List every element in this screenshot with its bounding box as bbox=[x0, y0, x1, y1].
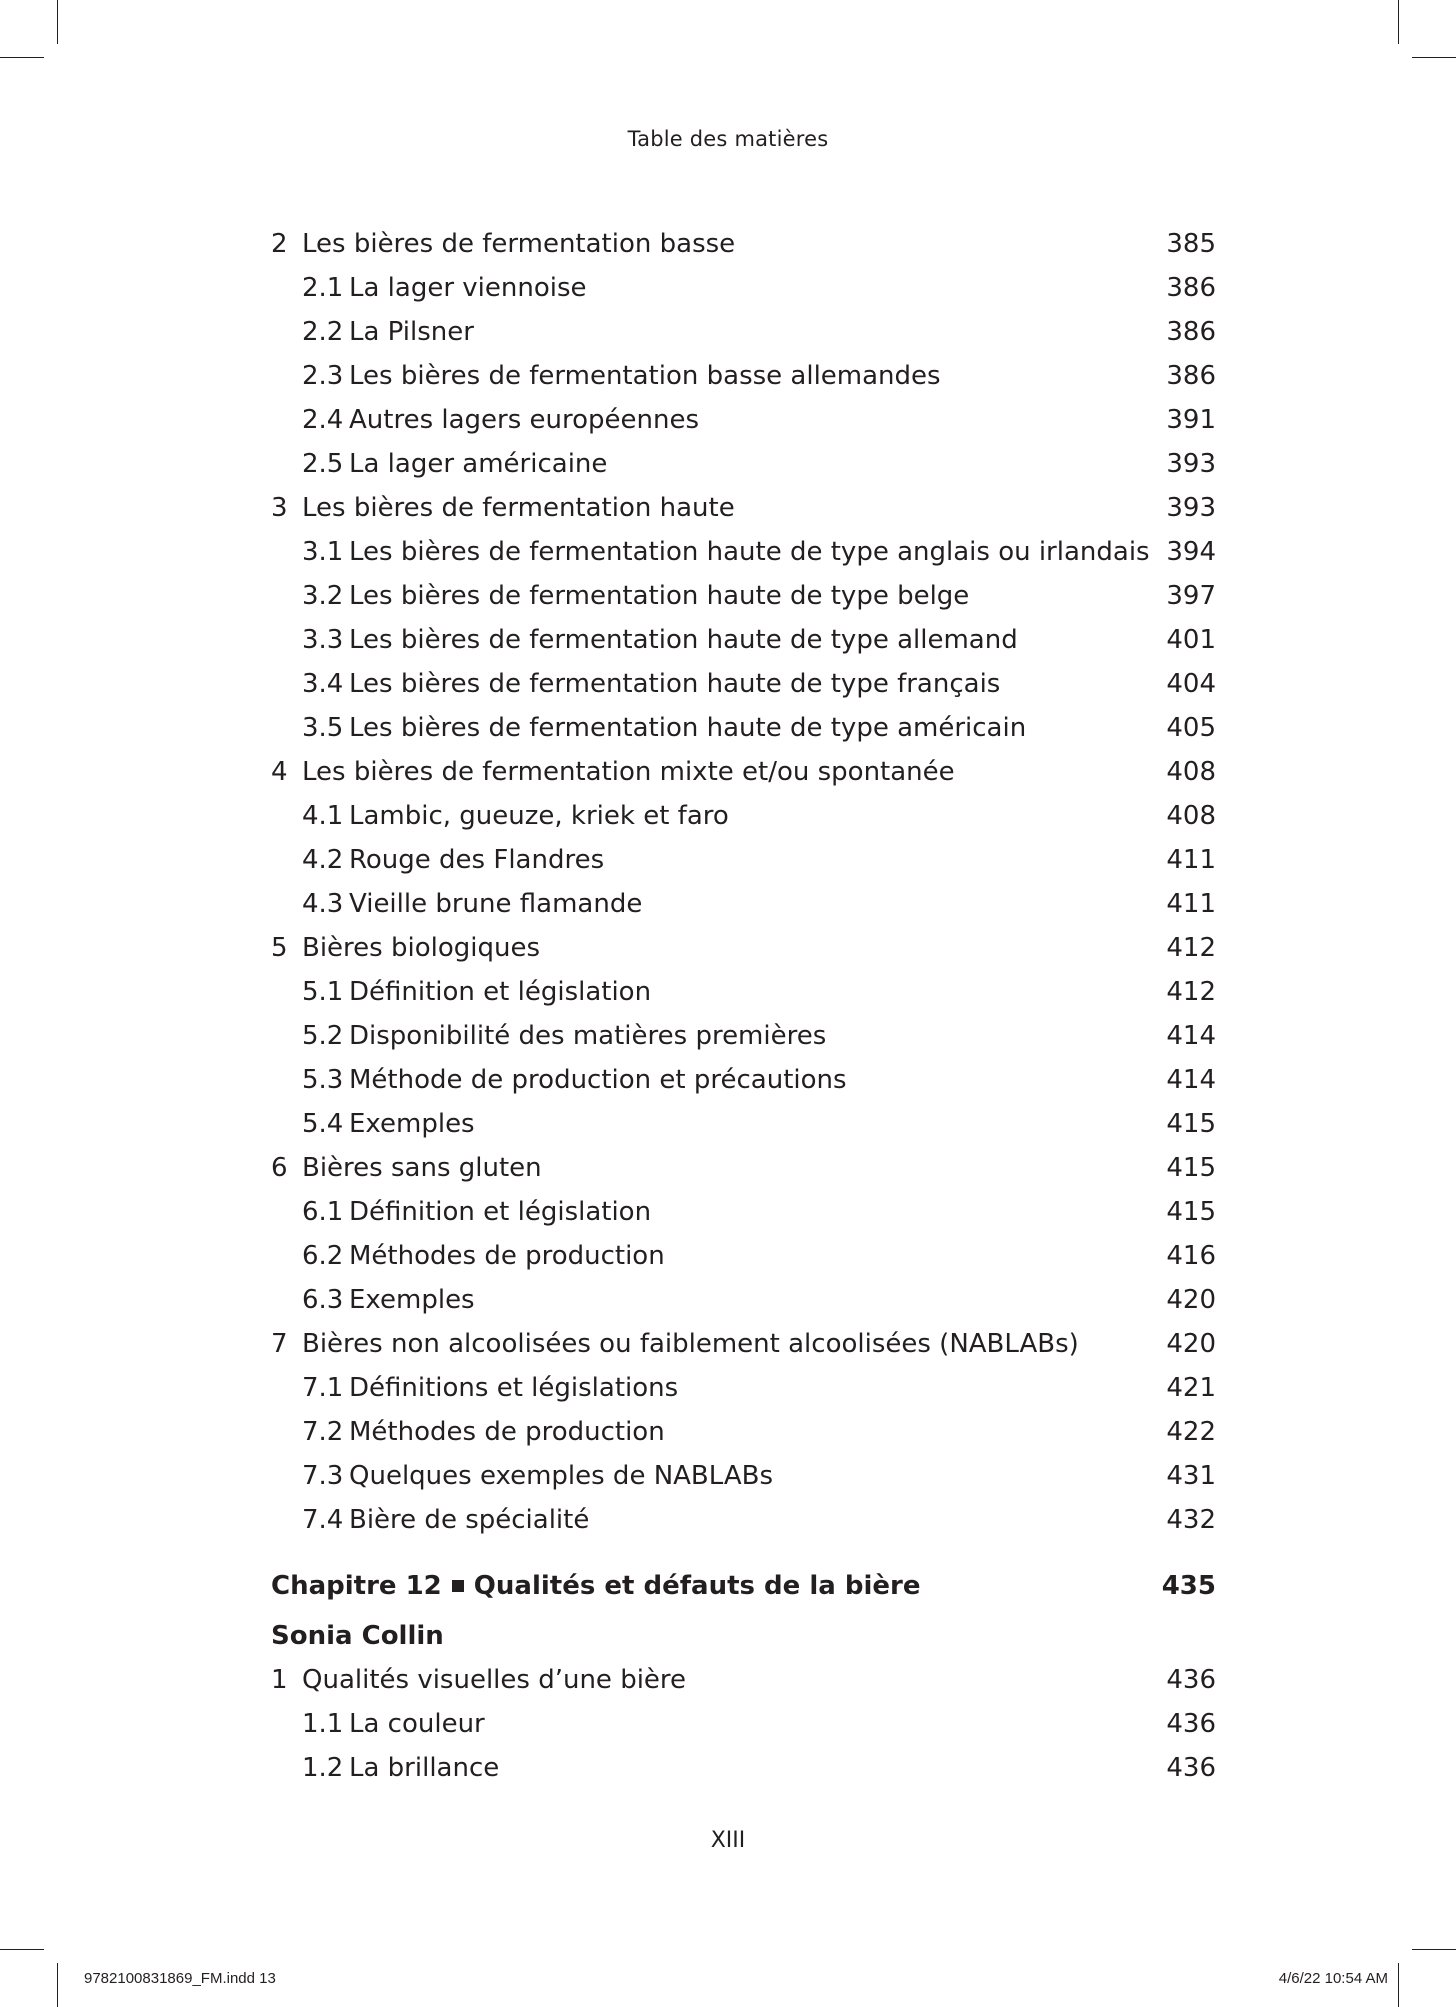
toc-entry-page: 386 bbox=[1166, 317, 1216, 347]
toc-entry-number: 6.2 bbox=[302, 1241, 344, 1271]
slug-file-name: 9782100831869_FM.indd 13 bbox=[84, 1970, 276, 1987]
toc-entry-title: La Pilsner bbox=[349, 317, 474, 347]
toc-entry-page: 404 bbox=[1166, 669, 1216, 699]
toc-entry-page: 414 bbox=[1166, 1021, 1216, 1051]
toc-entries bbox=[271, 222, 1216, 1542]
toc-subentry bbox=[271, 1366, 1216, 1410]
toc-entry-title: Méthode de production et précautions bbox=[349, 1065, 847, 1095]
toc-entry-title: Vieille brune flamande bbox=[349, 889, 643, 919]
crop-mark-top-left-vertical bbox=[57, 0, 58, 44]
toc-subentry bbox=[271, 882, 1216, 926]
toc-entry-number: 3.3 bbox=[302, 625, 344, 655]
toc-subentry bbox=[271, 1278, 1216, 1322]
toc-entry-page: 414 bbox=[1166, 1065, 1216, 1095]
toc-entry-title: Méthodes de production bbox=[349, 1241, 665, 1271]
toc-entry-title: Bières sans gluten bbox=[302, 1153, 542, 1183]
toc-entry-page: 394 bbox=[1166, 537, 1216, 567]
crop-mark-top-right-vertical bbox=[1398, 0, 1399, 44]
toc-entry-title: La lager américaine bbox=[349, 449, 608, 479]
toc-entry-number: 2.2 bbox=[302, 317, 344, 347]
toc-entry-number: 7.1 bbox=[302, 1373, 344, 1403]
chapter-toc-entries bbox=[271, 1658, 1216, 1790]
toc-entry-number: 2.1 bbox=[302, 273, 344, 303]
toc-entry-title: Exemples bbox=[349, 1109, 475, 1139]
toc-entry-title: Les bières de fermentation basse allemandes bbox=[349, 361, 941, 391]
toc-entry-page: 436 bbox=[1166, 1665, 1216, 1695]
toc-subentry bbox=[271, 662, 1216, 706]
toc-entry-page: 405 bbox=[1166, 713, 1216, 743]
toc-entry-title: Qualités visuelles d’une bière bbox=[302, 1665, 687, 1695]
toc-subentry bbox=[271, 1014, 1216, 1058]
toc-entry-number: 1 bbox=[271, 1665, 288, 1695]
toc-entry-number: 7.3 bbox=[302, 1461, 344, 1491]
toc-entry-number: 3 bbox=[271, 493, 288, 523]
toc-entry-title: Les bières de fermentation haute de type anglais ou irlandais bbox=[349, 537, 1150, 567]
toc-entry-title: Bière de spécialité bbox=[349, 1505, 590, 1535]
toc-entry-page: 408 bbox=[1166, 801, 1216, 831]
toc-subentry bbox=[271, 706, 1216, 750]
toc-subentry bbox=[271, 1746, 1216, 1790]
toc-subentry bbox=[271, 530, 1216, 574]
toc-entry bbox=[271, 926, 1216, 970]
toc-subentry bbox=[271, 310, 1216, 354]
toc-subentry bbox=[271, 574, 1216, 618]
toc-entry-page: 411 bbox=[1166, 845, 1216, 875]
toc-subentry bbox=[271, 970, 1216, 1014]
toc-entry-number: 7.2 bbox=[302, 1417, 344, 1447]
toc-subentry bbox=[271, 794, 1216, 838]
toc-entry-title: Définitions et législations bbox=[349, 1373, 679, 1403]
toc-subentry bbox=[271, 1454, 1216, 1498]
toc-entry-page: 416 bbox=[1166, 1241, 1216, 1271]
toc-entry-title: Les bières de fermentation haute bbox=[302, 493, 735, 523]
toc-entry bbox=[271, 750, 1216, 794]
toc-entry-page: 415 bbox=[1166, 1153, 1216, 1183]
toc-subentry bbox=[271, 398, 1216, 442]
toc-entry-number: 3.5 bbox=[302, 713, 344, 743]
toc-entry bbox=[271, 486, 1216, 530]
running-head: Table des matières bbox=[627, 127, 829, 151]
toc-entry-page: 420 bbox=[1166, 1285, 1216, 1315]
toc-entry-title: Autres lagers européennes bbox=[349, 405, 700, 435]
toc-entry-page: 401 bbox=[1166, 625, 1216, 655]
toc-entry bbox=[271, 1322, 1216, 1366]
toc-entry-page: 386 bbox=[1166, 361, 1216, 391]
toc-entry-number: 2.5 bbox=[302, 449, 344, 479]
toc-entry bbox=[271, 1146, 1216, 1190]
toc-entry-title: La brillance bbox=[349, 1753, 500, 1783]
toc-subentry bbox=[271, 354, 1216, 398]
toc-entry-number: 5.3 bbox=[302, 1065, 344, 1095]
toc-entry-page: 412 bbox=[1166, 977, 1216, 1007]
toc-entry-page: 422 bbox=[1166, 1417, 1216, 1447]
toc-entry bbox=[271, 222, 1216, 266]
toc-entry-title: Lambic, gueuze, kriek et faro bbox=[349, 801, 729, 831]
toc-subentry bbox=[271, 266, 1216, 310]
toc-entry-title: Définition et législation bbox=[349, 977, 652, 1007]
toc-entry-page: 436 bbox=[1166, 1709, 1216, 1739]
crop-mark-top-left-horizontal bbox=[0, 57, 44, 58]
toc-entry-number: 5.1 bbox=[302, 977, 344, 1007]
toc-subentry bbox=[271, 442, 1216, 486]
toc-entry-number: 7 bbox=[271, 1329, 288, 1359]
toc-entry-title: La couleur bbox=[349, 1709, 485, 1739]
toc-entry-title: Les bières de fermentation haute de type américain bbox=[349, 713, 1027, 743]
toc-entry-page: 408 bbox=[1166, 757, 1216, 787]
toc-entry-number: 7.4 bbox=[302, 1505, 344, 1535]
toc-subentry bbox=[271, 618, 1216, 662]
toc-entry-title: Les bières de fermentation haute de type allemand bbox=[349, 625, 1018, 655]
toc-entry-title: Les bières de fermentation basse bbox=[302, 229, 736, 259]
toc-entry-number: 3.4 bbox=[302, 669, 344, 699]
toc-entry-number: 2.3 bbox=[302, 361, 344, 391]
toc-entry-page: 420 bbox=[1166, 1329, 1216, 1359]
toc-entry-number: 2.4 bbox=[302, 405, 344, 435]
toc-entry-page: 415 bbox=[1166, 1197, 1216, 1227]
toc-subentry bbox=[271, 1702, 1216, 1746]
toc-entry-title: Définition et législation bbox=[349, 1197, 652, 1227]
toc-entry-number: 5 bbox=[271, 933, 288, 963]
toc-entry-page: 431 bbox=[1166, 1461, 1216, 1491]
toc-entry-number: 6 bbox=[271, 1153, 288, 1183]
toc-entry-title: Les bières de fermentation mixte et/ou spontanée bbox=[302, 757, 955, 787]
toc-entry-title: Disponibilité des matières premières bbox=[349, 1021, 827, 1051]
toc-entry-number: 3.2 bbox=[302, 581, 344, 611]
toc-entry-page: 411 bbox=[1166, 889, 1216, 919]
chapter-page-number: 435 bbox=[1161, 1571, 1216, 1601]
toc-entry-title: Rouge des Flandres bbox=[349, 845, 605, 875]
slug-date-time: 4/6/22 10:54 AM bbox=[1278, 1970, 1388, 1987]
toc-subentry bbox=[271, 1190, 1216, 1234]
chapter-heading bbox=[271, 1564, 1216, 1608]
toc-entry-page: 421 bbox=[1166, 1373, 1216, 1403]
toc-entry-number: 5.2 bbox=[302, 1021, 344, 1051]
chapter-label: Chapitre 12 bbox=[271, 1571, 442, 1601]
toc-entry-number: 6.3 bbox=[302, 1285, 344, 1315]
toc-subentry bbox=[271, 1102, 1216, 1146]
toc-entry-page: 385 bbox=[1166, 229, 1216, 259]
author-name: Sonia Collin bbox=[271, 1621, 444, 1651]
toc-entry-number: 4 bbox=[271, 757, 288, 787]
toc-entry-title: La lager viennoise bbox=[349, 273, 587, 303]
toc-entry-number: 1.2 bbox=[302, 1753, 344, 1783]
toc-entry-page: 391 bbox=[1166, 405, 1216, 435]
toc-entry-title: Bières non alcoolisées ou faiblement alcoolisées (NABLABs) bbox=[302, 1329, 1079, 1359]
toc-subentry bbox=[271, 1058, 1216, 1102]
toc-entry-page: 415 bbox=[1166, 1109, 1216, 1139]
toc-entry-number: 6.1 bbox=[302, 1197, 344, 1227]
toc-entry-number: 4.2 bbox=[302, 845, 344, 875]
toc-entry-page: 436 bbox=[1166, 1753, 1216, 1783]
chapter-title-line bbox=[271, 1564, 920, 1608]
toc-entry-page: 393 bbox=[1166, 449, 1216, 479]
crop-mark-top-right-horizontal bbox=[1412, 57, 1456, 58]
toc-entry-title: Bières biologiques bbox=[302, 933, 540, 963]
page-folio: XIII bbox=[710, 1828, 746, 1853]
toc-entry-title: Les bières de fermentation haute de type belge bbox=[349, 581, 970, 611]
toc-entry-page: 393 bbox=[1166, 493, 1216, 523]
toc-subentry bbox=[271, 1498, 1216, 1542]
toc-entry-number: 3.1 bbox=[302, 537, 344, 567]
toc-entry-page: 397 bbox=[1166, 581, 1216, 611]
toc-subentry bbox=[271, 838, 1216, 882]
toc-subentry bbox=[271, 1410, 1216, 1454]
square-bullet-icon bbox=[452, 1580, 464, 1592]
toc-entry-number: 4.3 bbox=[302, 889, 344, 919]
toc-entry-page: 432 bbox=[1166, 1505, 1216, 1535]
toc-entry-page: 412 bbox=[1166, 933, 1216, 963]
toc-entry-title: Méthodes de production bbox=[349, 1417, 665, 1447]
toc-entry-title: Exemples bbox=[349, 1285, 475, 1315]
toc-entry-title: Les bières de fermentation haute de type français bbox=[349, 669, 1001, 699]
toc-entry-title: Quelques exemples de NABLABs bbox=[349, 1461, 774, 1491]
toc-entry-number: 5.4 bbox=[302, 1109, 344, 1139]
toc-entry-number: 2 bbox=[271, 229, 288, 259]
chapter-author bbox=[271, 1614, 1216, 1658]
crop-mark-bottom-left-vertical bbox=[57, 1963, 58, 2007]
toc-subentry bbox=[271, 1234, 1216, 1278]
toc-entry bbox=[271, 1658, 1216, 1702]
crop-mark-bottom-right-horizontal bbox=[1412, 1949, 1456, 1950]
toc-entry-number: 4.1 bbox=[302, 801, 344, 831]
table-of-contents bbox=[271, 222, 1216, 1790]
toc-entry-number: 1.1 bbox=[302, 1709, 344, 1739]
crop-mark-bottom-right-vertical bbox=[1398, 1963, 1399, 2007]
crop-mark-bottom-left-horizontal bbox=[0, 1949, 44, 1950]
toc-entry-page: 386 bbox=[1166, 273, 1216, 303]
chapter-title: Qualités et défauts de la bière bbox=[473, 1571, 921, 1601]
